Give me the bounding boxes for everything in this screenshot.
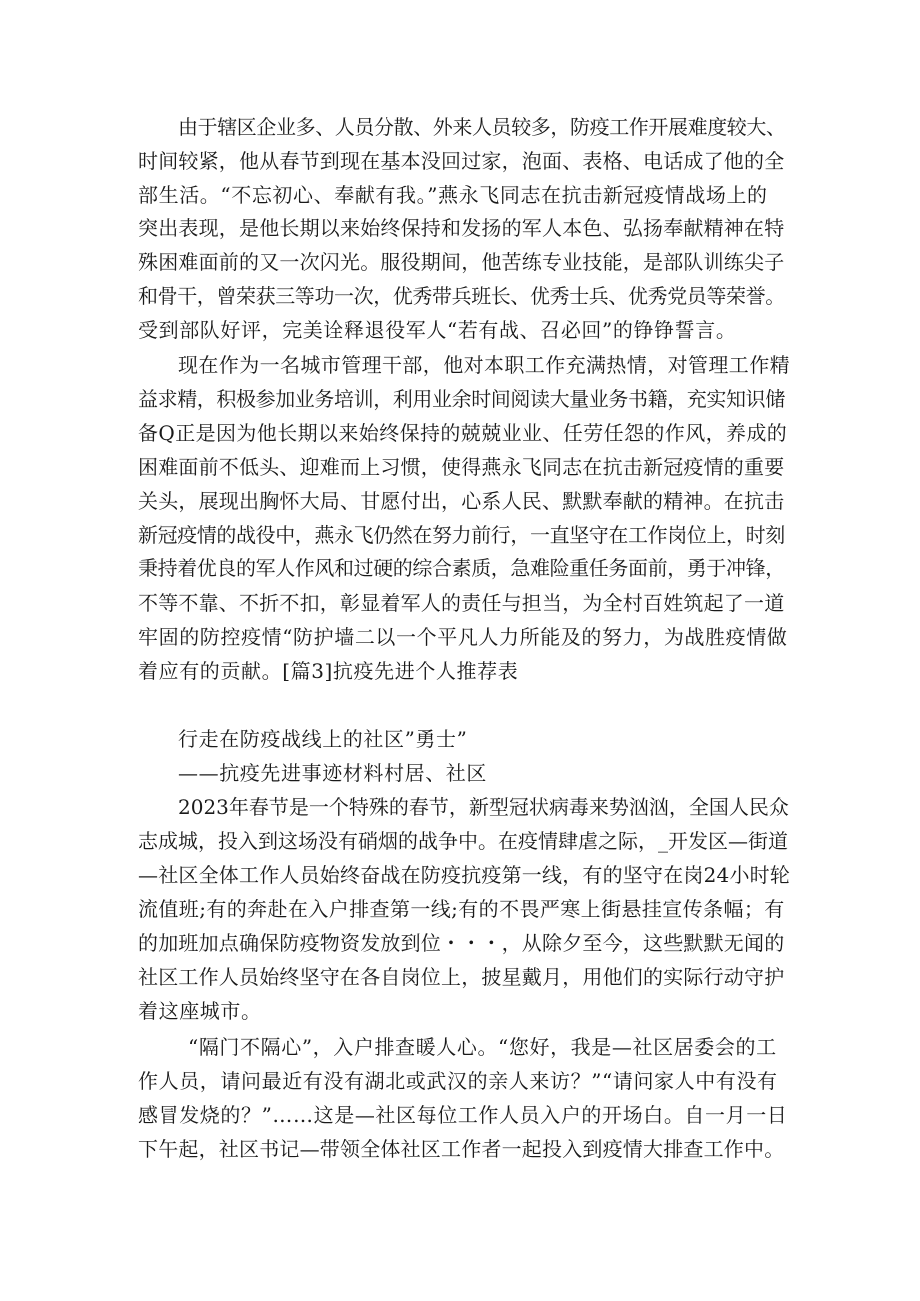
text-line: “隔门不隔心”，入户排查暖人心。“您好，我是—社区居委会的工 [188,1035,777,1059]
text-line: 殊困难面前的又一次闪光。服役期间，他苦练专业技能，是部队训练尖子 [138,250,785,274]
heading-title: 行走在防疫战线上的社区”勇士” [178,727,468,751]
heading-subtitle: ——抗疫先进事迹材料村居、社区 [178,761,487,785]
text-line: 困难面前不低头、迎难而上习惯，使得燕永飞同志在抗击新冠疫情的重要 [138,455,785,479]
text-line: 时间较紧，他从春节到现在基本没回过家，泡面、表格、电话成了他的全 [138,149,785,173]
text-line: 部生活。“不忘初心、奉献有我。”燕永飞同志在抗击新冠疫情战场上的 [138,183,768,207]
text-line: 着应有的贡献。[篇3]抗疫先进个人推荐表 [138,659,519,683]
text-line: 关头，展现出胸怀大局、甘愿付出，心系人民、默默奉献的精神。在抗击 [138,489,785,513]
text-line: 志成城，投入到这场没有硝烟的战争中。在疫情肆虐之际，_开发区—街道 [138,829,788,853]
text-line: 突出表现，是他长期以来始终保持和发扬的军人本色、弘扬奉献精神在特 [138,216,785,240]
text-line: 由于辖区企业多、人员分散、外来人员较多，防疫工作开展难度较大、 [178,115,786,139]
text-line: 秉持着优良的军人作风和过硬的综合素质，急难险重任务面前，勇于冲锋， [138,556,785,580]
text-line: 作人员，请问最近有没有湖北或武汉的亲人来访？”“请问家人中有没有 [138,1069,778,1093]
text-line: —社区全体工作人员始终奋战在防疫抗疫第一线，有的坚守在岗24小时轮 [138,863,791,887]
text-line: 2023年春节是一个特殊的春节，新型冠状病毒来势汹汹，全国人民众 [178,795,789,819]
text-line: 社区工作人员始终坚守在各自岗位上，披星戴月，用他们的实际行动守护 [138,965,785,989]
text-line: 流值班;有的奔赴在入户排查第一线;有的不畏严寒上街悬挂宣传条幅；有 [138,897,785,921]
text-line: 的加班加点确保防疫物资发放到位・・・，从除夕至今，这些默默无闻的 [138,931,785,955]
text-line: 备Q正是因为他长期以来始终保持的兢兢业业、任劳任怨的作风，养成的 [138,421,788,445]
text-line: 现在作为一名城市管理干部，他对本职工作充满热情，对管理工作精 [178,353,790,377]
text-line: 牢固的防控疫情“防护墙二以一个平凡人力所能及的努力，为战胜疫情做 [138,625,788,649]
text-line: 受到部队好评，完美诠释退役军人“若有战、召必回”的铮铮誓言。 [138,318,737,342]
text-line: 和骨干，曾荣获三等功一次，优秀带兵班长、优秀士兵、优秀党员等荣誉。 [138,284,785,308]
text-line: 不等不靠、不折不扣，彰显着军人的责任与担当，为全村百姓筑起了一道 [138,591,785,615]
text-line: 下午起，社区书记—带领全体社区工作者一起投入到疫情大排查工作中。 [138,1137,785,1161]
text-line: 着这座城市。 [138,999,262,1023]
text-line: 益求精，积极参加业务培训，利用业余时间阅读大量业务书籍，充实知识储 [138,387,785,411]
text-line: 感冒发烧的？”……这是—社区每位工作人员入户的开场白。自一月一日 [138,1103,788,1127]
text-line: 新冠疫情的战役中，燕永飞仍然在努力前行，一直坚守在工作岗位上，时刻 [138,523,785,547]
